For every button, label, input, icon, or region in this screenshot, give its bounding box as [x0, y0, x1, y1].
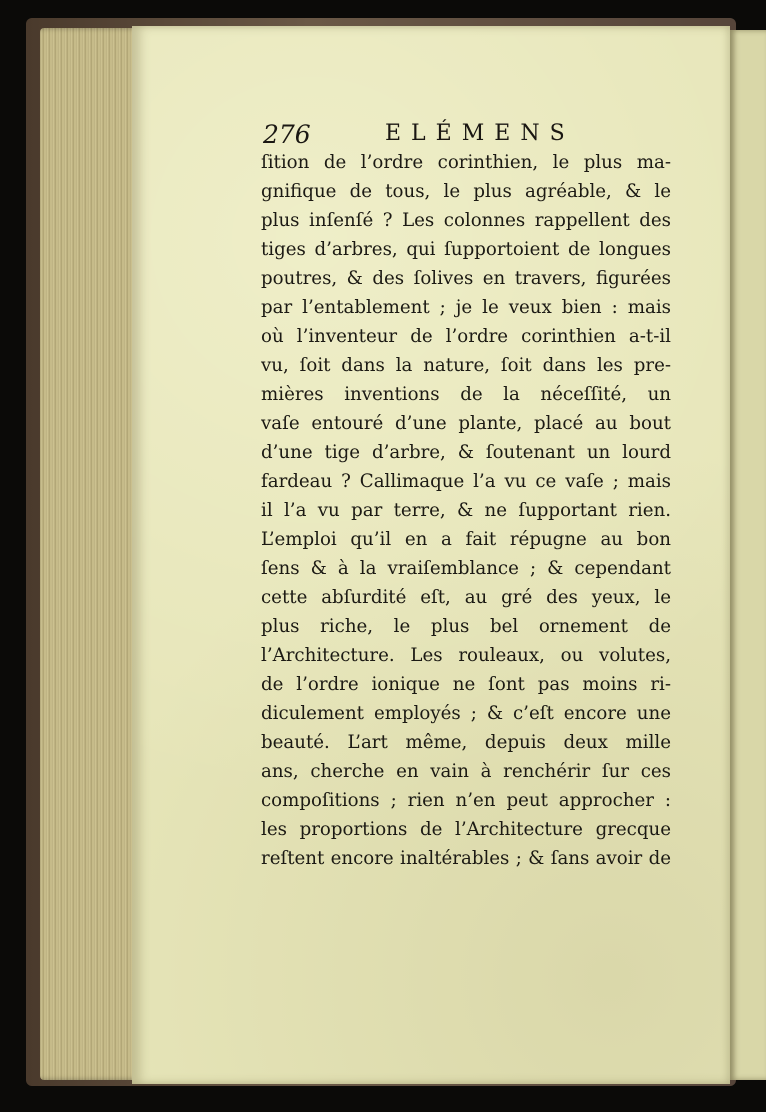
facing-page-edge [730, 30, 766, 1080]
text-line: ſens & à la vraiſemblance ; & cependant [261, 558, 671, 579]
text-line: plus riche, le plus bel ornement de [261, 616, 671, 637]
page-number: 276 [263, 120, 311, 149]
text-line: diculement employés ; & c’eſt encore une [261, 703, 671, 724]
text-line: il l’a vu par terre, & ne ſupportant rien. [261, 500, 671, 521]
body-text [261, 148, 671, 873]
text-line: reſtent encore inaltérables ; & ſans avoir de [261, 848, 671, 869]
page-edges [40, 28, 140, 1080]
text-line: gnifique de tous, le plus agréable, & le [261, 181, 671, 202]
text-line: beauté. L’art même, depuis deux mille [261, 732, 671, 753]
text-line: l’Architecture. Les rouleaux, ou volutes, [261, 645, 671, 666]
text-line: tiges d’arbres, qui ſupportoient de longues [261, 239, 671, 260]
text-line: compoſitions ; rien n’en peut approcher : [261, 790, 671, 811]
text-line: d’une tige d’arbre, & ſoutenant un lourd [261, 442, 671, 463]
text-line: de l’ordre ionique ne ſont pas moins ri- [261, 674, 671, 695]
text-line: plus inſenſé ? Les colonnes rappellent des [261, 210, 671, 231]
text-line: ſition de l’ordre corinthien, le plus ma- [261, 152, 671, 173]
text-line: poutres, & des ſolives en travers, figurées [261, 268, 671, 289]
text-line: par l’entablement ; je le veux bien : mais [261, 297, 671, 318]
text-line: ans, cherche en vain à renchérir ſur ces [261, 761, 671, 782]
text-line: les proportions de l’Architecture grecque [261, 819, 671, 840]
text-line: où l’inventeur de l’ordre corinthien a-t-il [261, 326, 671, 347]
text-line: cette abſurdité eſt, au gré des yeux, le [261, 587, 671, 608]
text-line: fardeau ? Callimaque l’a vu ce vaſe ; mais [261, 471, 671, 492]
text-line: vu, ſoit dans la nature, ſoit dans les pre- [261, 355, 671, 376]
text-line: mières inventions de la néceſſité, un [261, 384, 671, 405]
text-line: vaſe entouré d’une plante, placé au bout [261, 413, 671, 434]
text-line: L’emploi qu’il en a fait répugne au bon [261, 529, 671, 550]
running-head: ELÉMENS [385, 121, 575, 146]
